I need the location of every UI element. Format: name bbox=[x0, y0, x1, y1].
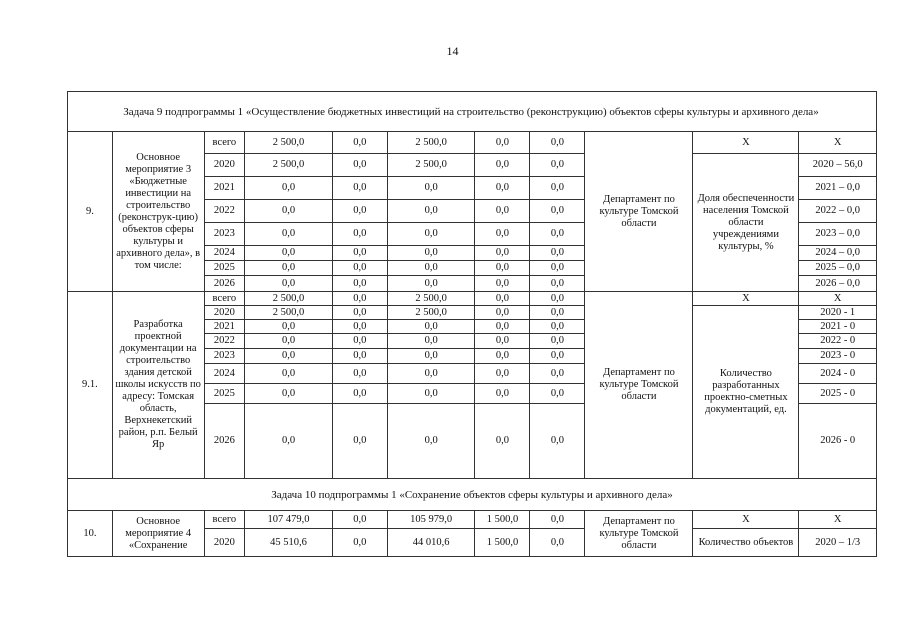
indicator-value-cell: 2020 – 56,0 bbox=[799, 154, 877, 177]
funding-cell: 0,0 bbox=[332, 334, 387, 349]
funding-cell: 0,0 bbox=[332, 511, 387, 529]
funding-cell: 0,0 bbox=[332, 529, 387, 557]
funding-cell: 2 500,0 bbox=[387, 306, 475, 320]
total-cell: 2 500,0 bbox=[245, 132, 333, 154]
funding-cell: 0,0 bbox=[475, 292, 530, 306]
indicator-value-cell: 2021 – 0,0 bbox=[799, 177, 877, 200]
total-cell: 45 510,6 bbox=[245, 529, 333, 557]
year-cell: 2021 bbox=[204, 177, 245, 200]
indicator-x-cell: X bbox=[693, 132, 799, 154]
total-cell: 0,0 bbox=[245, 200, 333, 223]
total-cell: 0,0 bbox=[245, 261, 333, 276]
indicator-cell: Количество разработанных проектно-сметных документаций, ед. bbox=[693, 306, 799, 479]
year-cell: 2026 bbox=[204, 404, 245, 479]
funding-cell: 0,0 bbox=[332, 154, 387, 177]
funding-cell: 0,0 bbox=[387, 404, 475, 479]
row-description: Разработка проектной документации на строительство здания детской школы искусств по адресу: Томская область, Верхнекетский район, р.п. Белый Яр bbox=[112, 292, 204, 479]
indicator-value-cell: 2022 – 0,0 bbox=[799, 200, 877, 223]
funding-cell: 44 010,6 bbox=[387, 529, 475, 557]
funding-cell: 0,0 bbox=[530, 404, 585, 479]
page-number: 14 bbox=[446, 44, 459, 58]
funding-cell: 0,0 bbox=[475, 261, 530, 276]
indicator-x-cell: X bbox=[693, 511, 799, 529]
funding-cell: 0,0 bbox=[530, 364, 585, 384]
year-cell: 2020 bbox=[204, 529, 245, 557]
year-cell: всего bbox=[204, 132, 245, 154]
year-cell: 2025 bbox=[204, 384, 245, 404]
year-cell: 2025 bbox=[204, 261, 245, 276]
funding-cell: 0,0 bbox=[530, 320, 585, 334]
indicator-value-cell: X bbox=[799, 511, 877, 529]
funding-cell: 0,0 bbox=[387, 349, 475, 364]
indicator-value-cell: 2024 - 0 bbox=[799, 364, 877, 384]
year-cell: 2022 bbox=[204, 334, 245, 349]
funding-cell: 0,0 bbox=[332, 384, 387, 404]
funding-cell: 0,0 bbox=[332, 276, 387, 292]
indicator-value-cell: 2024 – 0,0 bbox=[799, 246, 877, 261]
task-9-title: Задача 9 подпрограммы 1 «Осуществление бюджетных инвестиций на строительство (реконструкцию) объектов сферы культуры и архивного дела» bbox=[68, 92, 877, 132]
funding-cell: 2 500,0 bbox=[387, 292, 475, 306]
funding-cell: 0,0 bbox=[475, 154, 530, 177]
funding-cell: 0,0 bbox=[530, 384, 585, 404]
indicator-value-cell: 2025 - 0 bbox=[799, 384, 877, 404]
total-cell: 0,0 bbox=[245, 384, 333, 404]
indicator-value-cell: 2020 – 1/3 bbox=[799, 529, 877, 557]
funding-cell: 0,0 bbox=[387, 276, 475, 292]
funding-cell: 0,0 bbox=[332, 246, 387, 261]
funding-cell: 0,0 bbox=[530, 529, 585, 557]
total-cell: 0,0 bbox=[245, 246, 333, 261]
year-cell: 2021 bbox=[204, 320, 245, 334]
indicator-cell: Количество объектов bbox=[693, 529, 799, 557]
task-10-title: Задача 10 подпрограммы 1 «Сохранение объектов сферы культуры и архивного дела» bbox=[68, 479, 877, 511]
year-cell: 2024 bbox=[204, 246, 245, 261]
funding-cell: 0,0 bbox=[387, 177, 475, 200]
funding-cell: 0,0 bbox=[530, 261, 585, 276]
funding-cell: 0,0 bbox=[387, 246, 475, 261]
total-cell: 0,0 bbox=[245, 349, 333, 364]
total-cell: 2 500,0 bbox=[245, 306, 333, 320]
funding-cell: 0,0 bbox=[387, 364, 475, 384]
total-cell: 0,0 bbox=[245, 177, 333, 200]
funding-cell: 1 500,0 bbox=[475, 529, 530, 557]
funding-cell: 0,0 bbox=[387, 384, 475, 404]
indicator-cell: Доля обеспеченности населения Томской области учреждениями культуры, % bbox=[693, 154, 799, 292]
funding-cell: 0,0 bbox=[530, 349, 585, 364]
total-cell: 107 479,0 bbox=[245, 511, 333, 529]
year-cell: 2020 bbox=[204, 306, 245, 320]
funding-cell: 0,0 bbox=[475, 320, 530, 334]
funding-cell: 0,0 bbox=[387, 223, 475, 246]
task-10-title-row bbox=[68, 479, 877, 511]
funding-cell: 2 500,0 bbox=[387, 154, 475, 177]
total-cell: 2 500,0 bbox=[245, 154, 333, 177]
funding-cell: 0,0 bbox=[332, 132, 387, 154]
funding-cell: 0,0 bbox=[530, 292, 585, 306]
funding-cell: 0,0 bbox=[475, 349, 530, 364]
year-cell: всего bbox=[204, 511, 245, 529]
funding-cell: 0,0 bbox=[530, 223, 585, 246]
total-cell: 0,0 bbox=[245, 404, 333, 479]
funding-cell: 0,0 bbox=[475, 246, 530, 261]
indicator-value-cell: 2021 - 0 bbox=[799, 320, 877, 334]
funding-cell: 0,0 bbox=[530, 177, 585, 200]
funding-cell: 0,0 bbox=[475, 223, 530, 246]
funding-cell: 0,0 bbox=[475, 306, 530, 320]
indicator-x-cell: X bbox=[693, 292, 799, 306]
year-cell: 2020 bbox=[204, 154, 245, 177]
total-cell: 0,0 bbox=[245, 364, 333, 384]
funding-cell: 0,0 bbox=[475, 364, 530, 384]
table-row bbox=[68, 292, 877, 306]
funding-cell: 2 500,0 bbox=[387, 132, 475, 154]
program-table bbox=[67, 91, 877, 557]
year-cell: всего bbox=[204, 292, 245, 306]
funding-cell: 0,0 bbox=[530, 200, 585, 223]
funding-cell: 0,0 bbox=[530, 154, 585, 177]
funding-cell: 0,0 bbox=[332, 223, 387, 246]
indicator-value-cell: X bbox=[799, 132, 877, 154]
funding-cell: 0,0 bbox=[530, 276, 585, 292]
funding-cell: 0,0 bbox=[332, 200, 387, 223]
total-cell: 2 500,0 bbox=[245, 292, 333, 306]
indicator-value-cell: 2022 - 0 bbox=[799, 334, 877, 349]
table-row bbox=[68, 132, 877, 154]
executor-cell: Департамент по культуре Томской области bbox=[585, 292, 693, 479]
total-cell: 0,0 bbox=[245, 334, 333, 349]
year-cell: 2022 bbox=[204, 200, 245, 223]
row-description: Основное мероприятие 4 «Сохранение bbox=[112, 511, 204, 557]
indicator-value-cell: 2026 - 0 bbox=[799, 404, 877, 479]
funding-cell: 0,0 bbox=[475, 177, 530, 200]
year-cell: 2026 bbox=[204, 276, 245, 292]
funding-cell: 0,0 bbox=[332, 306, 387, 320]
funding-cell: 0,0 bbox=[332, 364, 387, 384]
year-cell: 2023 bbox=[204, 349, 245, 364]
funding-cell: 0,0 bbox=[475, 200, 530, 223]
row-number: 10. bbox=[68, 511, 113, 557]
executor-cell: Департамент по культуре Томской области bbox=[585, 511, 693, 557]
indicator-value-cell: X bbox=[799, 292, 877, 306]
funding-cell: 0,0 bbox=[475, 404, 530, 479]
funding-cell: 0,0 bbox=[332, 261, 387, 276]
funding-cell: 0,0 bbox=[475, 334, 530, 349]
year-cell: 2023 bbox=[204, 223, 245, 246]
total-cell: 0,0 bbox=[245, 320, 333, 334]
funding-cell: 0,0 bbox=[332, 320, 387, 334]
funding-cell: 0,0 bbox=[530, 246, 585, 261]
total-cell: 0,0 bbox=[245, 223, 333, 246]
row-number: 9. bbox=[68, 132, 113, 292]
funding-cell: 0,0 bbox=[332, 349, 387, 364]
funding-cell: 0,0 bbox=[387, 320, 475, 334]
funding-cell: 1 500,0 bbox=[475, 511, 530, 529]
funding-cell: 0,0 bbox=[332, 177, 387, 200]
funding-cell: 105 979,0 bbox=[387, 511, 475, 529]
table-row bbox=[68, 511, 877, 529]
funding-cell: 0,0 bbox=[530, 511, 585, 529]
indicator-value-cell: 2020 - 1 bbox=[799, 306, 877, 320]
funding-cell: 0,0 bbox=[387, 200, 475, 223]
indicator-value-cell: 2023 – 0,0 bbox=[799, 223, 877, 246]
funding-cell: 0,0 bbox=[530, 306, 585, 320]
funding-cell: 0,0 bbox=[387, 261, 475, 276]
indicator-value-cell: 2026 – 0,0 bbox=[799, 276, 877, 292]
funding-cell: 0,0 bbox=[475, 276, 530, 292]
executor-cell: Департамент по культуре Томской области bbox=[585, 132, 693, 292]
funding-cell: 0,0 bbox=[332, 404, 387, 479]
indicator-value-cell: 2025 – 0,0 bbox=[799, 261, 877, 276]
funding-cell: 0,0 bbox=[475, 384, 530, 404]
funding-cell: 0,0 bbox=[475, 132, 530, 154]
funding-cell: 0,0 bbox=[530, 334, 585, 349]
year-cell: 2024 bbox=[204, 364, 245, 384]
funding-cell: 0,0 bbox=[387, 334, 475, 349]
funding-cell: 0,0 bbox=[530, 132, 585, 154]
row-number: 9.1. bbox=[68, 292, 113, 479]
funding-cell: 0,0 bbox=[332, 292, 387, 306]
row-description: Основное мероприятие 3 «Бюджетные инвестиции на строительство (реконструк-цию) объектов сферы культуры и архивного дела», в том числе: bbox=[112, 132, 204, 292]
indicator-value-cell: 2023 - 0 bbox=[799, 349, 877, 364]
task-9-title-row bbox=[68, 92, 877, 132]
total-cell: 0,0 bbox=[245, 276, 333, 292]
